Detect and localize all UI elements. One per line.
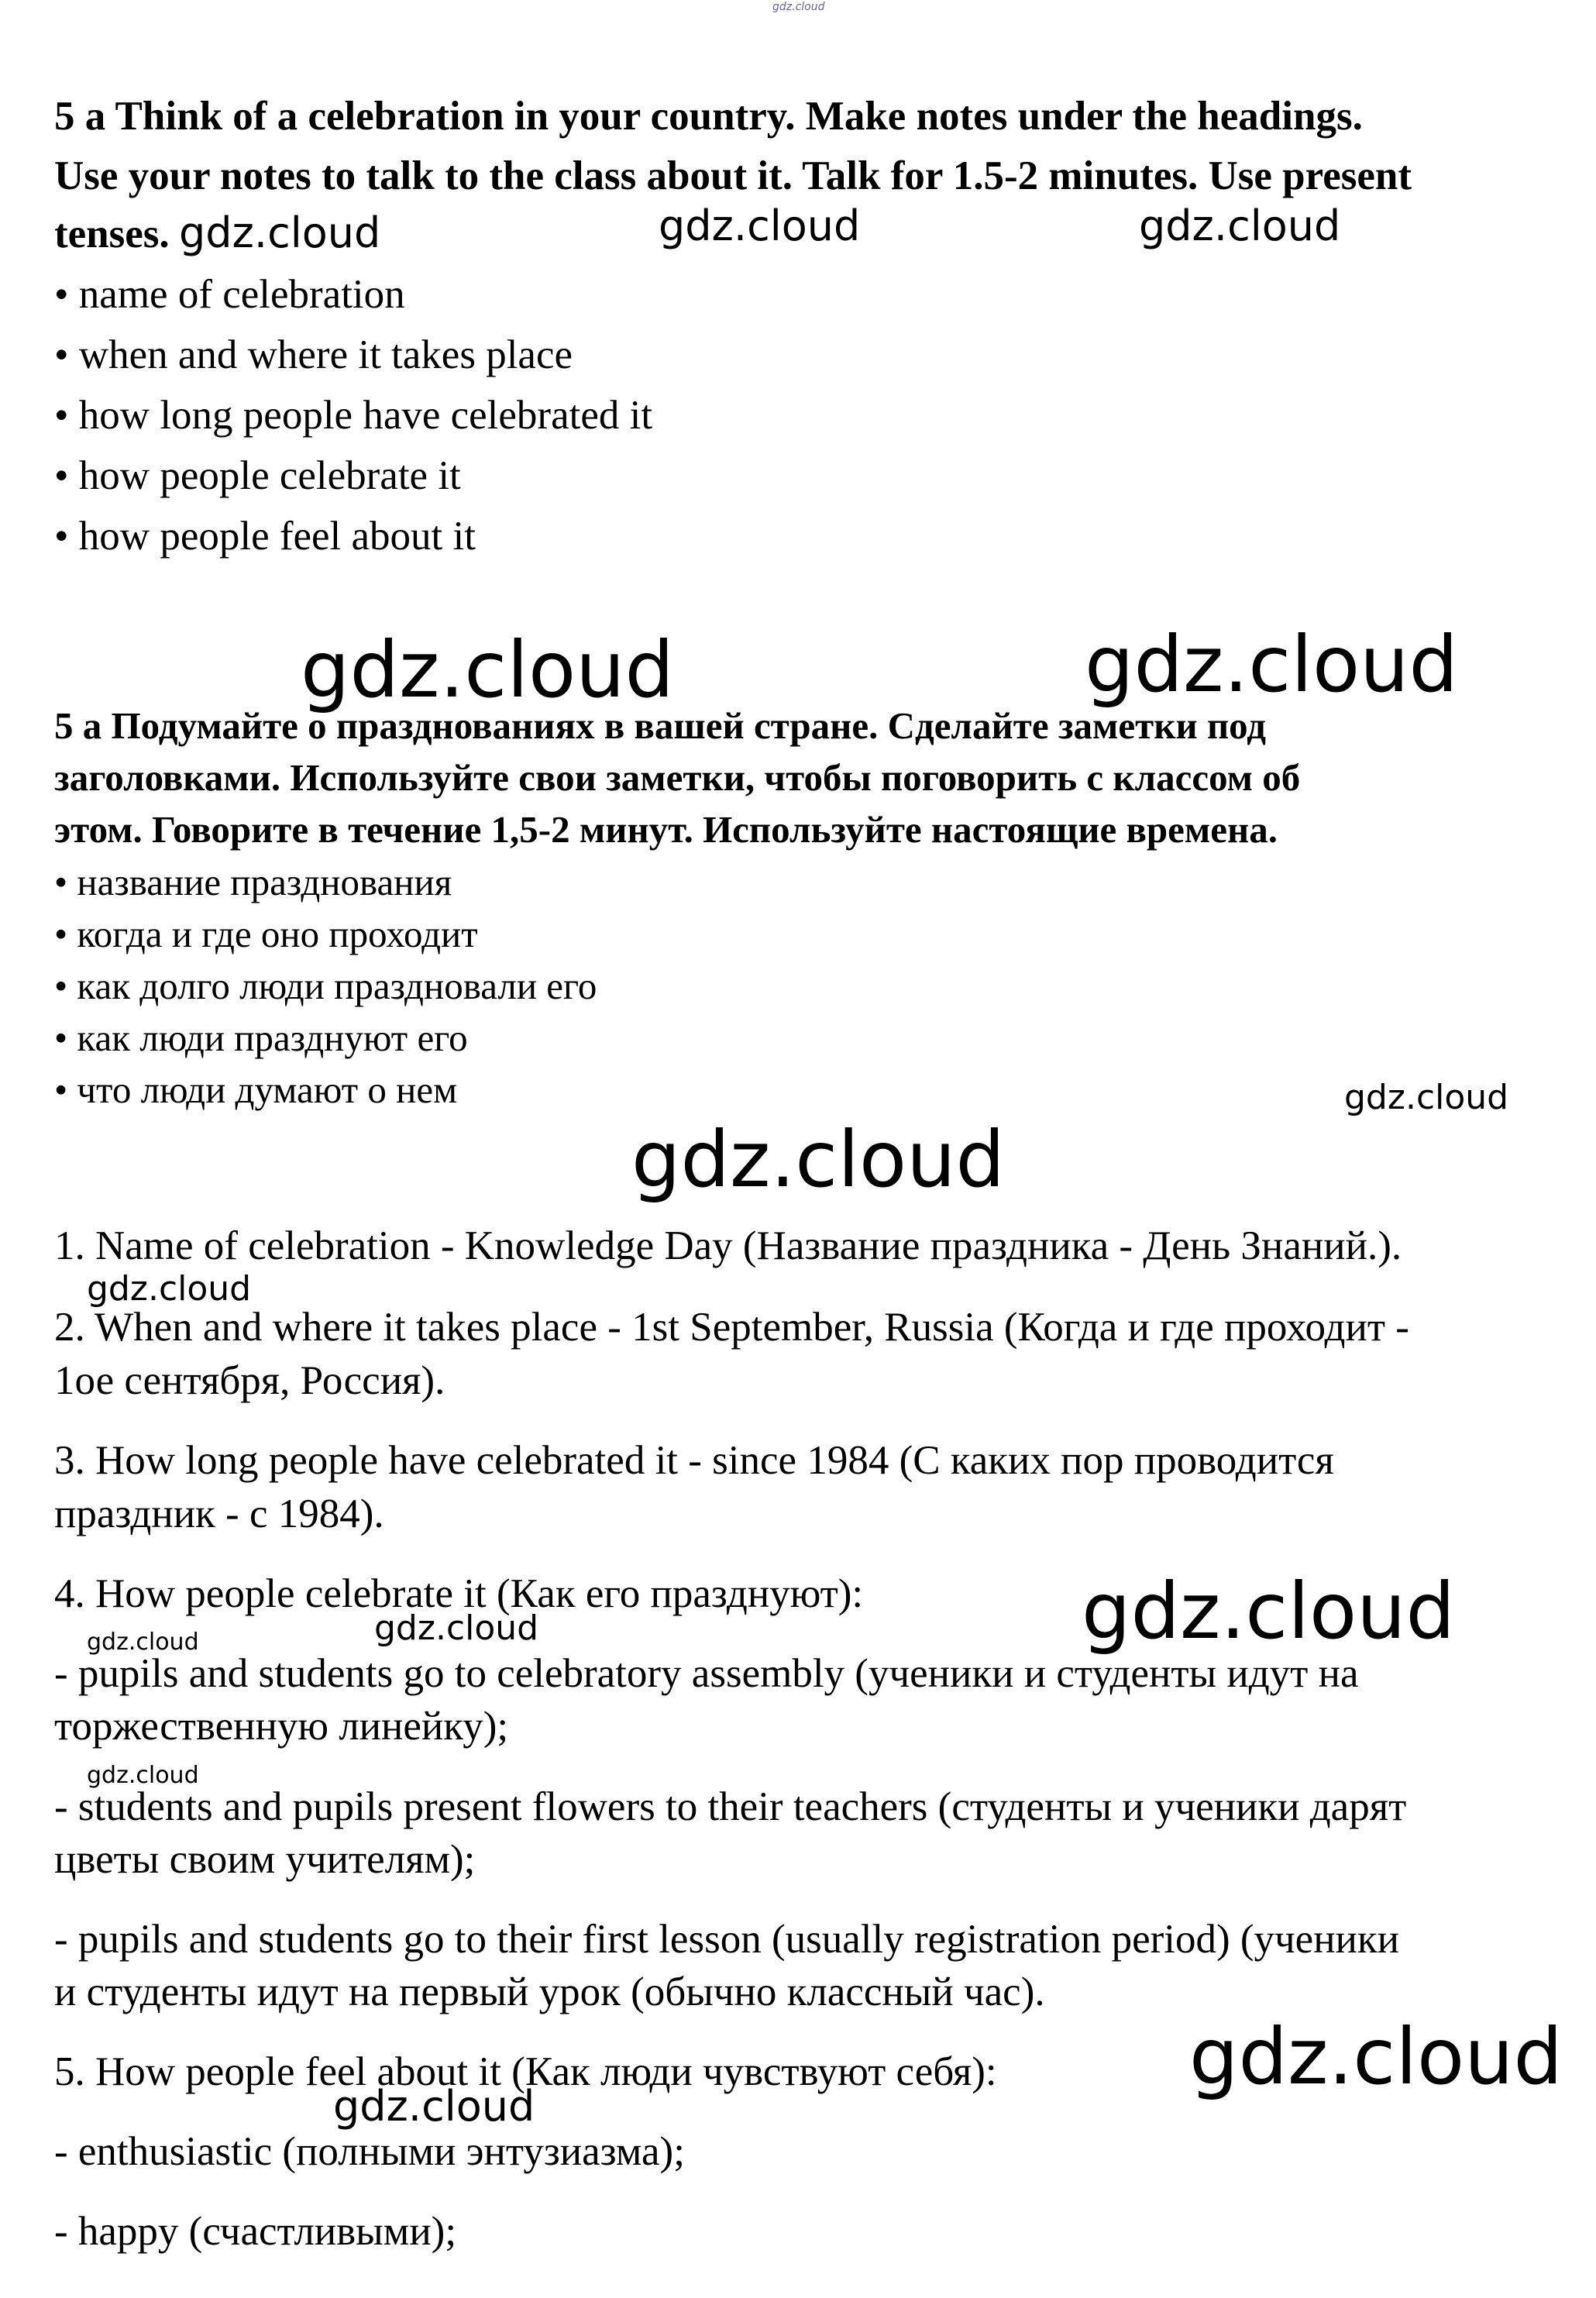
answer-item-5a: - enthusiastic (полными энтузиазма); <box>54 2129 685 2174</box>
watermark-top: gdz.cloud <box>772 1 825 13</box>
task-ru-bullet: • как долго люди праздновали его <box>54 965 597 1007</box>
task-ru-bullet: • название празднования <box>54 861 452 903</box>
watermark: gdz.cloud <box>1082 1566 1456 1656</box>
answer-item-4b-cont: цветы своим учителям); <box>54 1837 476 1882</box>
task-en-bullet: • how long people have celebrated it <box>54 393 653 438</box>
answer-item-4c-cont: и студенты идут на первый урок (обычно классный час). <box>54 1969 1045 2014</box>
watermark: gdz.cloud <box>1139 201 1341 250</box>
answer-item-2: 2. When and where it takes place - 1st September, Russia (Когда и где проходит - <box>54 1305 1409 1350</box>
task-en-line-3: tenses. <box>54 212 170 256</box>
answer-item-4c: - pupils and students go to their first lesson (usually registration period) (ученики <box>54 1917 1400 1962</box>
watermark: gdz.cloud <box>1189 2011 1563 2102</box>
task-ru-line-3: этом. Говорите в течение 1,5-2 минут. Используйте настоящие времена. <box>54 808 1278 851</box>
watermark: gdz.cloud <box>333 2082 535 2131</box>
answer-item-4: 4. How people celebrate it (Как его празднуют): <box>54 1571 864 1616</box>
task-en-bullet: • how people feel about it <box>54 514 476 559</box>
watermark: gdz.cloud <box>659 201 861 250</box>
task-en-bullet: • name of celebration <box>54 272 405 317</box>
watermark: gdz.cloud <box>374 1608 539 1648</box>
task-en-line-2: Use your notes to talk to the class about it. Talk for 1.5-2 minutes. Use present <box>54 153 1412 198</box>
answer-item-3: 3. How long people have celebrated it - since 1984 (С каких пор проводится <box>54 1438 1334 1483</box>
task-en-bullet: • when and where it takes place <box>54 332 573 377</box>
answer-item-1: 1. Name of celebration - Knowledge Day (Название праздника - День Знаний.). <box>54 1223 1402 1268</box>
watermark: gdz.cloud <box>631 1114 1006 1205</box>
task-en-bullet: • how people celebrate it <box>54 453 461 498</box>
task-ru-bullet: • что люди думают о нем <box>54 1068 458 1111</box>
task-en-line-1: 5 a Think of a celebration in your country. Make notes under the headings. <box>54 94 1363 139</box>
task-ru-line-2: заголовками. Используйте свои заметки, чтобы поговорить с классом об <box>54 756 1301 799</box>
task-ru-line-1: 5 а Подумайте о празднованиях в вашей стране. Сделайте заметки под <box>54 704 1267 747</box>
answer-item-5: 5. How people feel about it (Как люди чувствуют себя): <box>54 2049 997 2094</box>
watermark: gdz.cloud <box>1344 1078 1509 1117</box>
answer-item-2-cont: 1ое сентября, Россия). <box>54 1358 445 1403</box>
answer-item-4b: - students and pupils present flowers to their teachers (студенты и ученики дарят <box>54 1784 1407 1829</box>
watermark: gdz.cloud <box>87 1269 252 1309</box>
watermark: gdz.cloud <box>1085 619 1459 710</box>
answer-item-5b: - happy (счастливыми); <box>54 2209 457 2254</box>
task-ru-bullet: • когда и где оно проходит <box>54 913 478 955</box>
answer-item-4a-cont: торжественную линейку); <box>54 1704 509 1749</box>
task-ru-bullet: • как люди празднуют его <box>54 1017 468 1059</box>
answer-item-3-cont: праздник - с 1984). <box>54 1491 384 1536</box>
watermark: gdz.cloud <box>87 1762 199 1789</box>
watermark: gdz.cloud <box>179 208 381 257</box>
answer-item-4a: - pupils and students go to celebratory assembly (ученики и студенты идут на <box>54 1651 1359 1696</box>
watermark: gdz.cloud <box>301 624 675 715</box>
watermark: gdz.cloud <box>87 1629 199 1656</box>
